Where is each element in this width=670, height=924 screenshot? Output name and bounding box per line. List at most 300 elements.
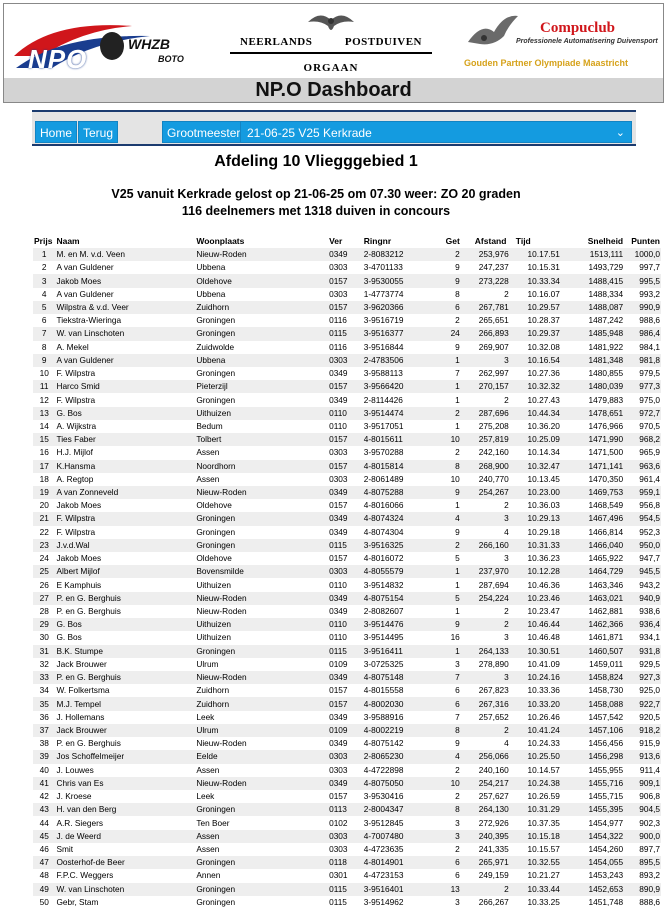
cell-naam: B.K. Stumpe xyxy=(55,645,195,658)
table-row[interactable] xyxy=(33,684,661,697)
cell-naam: J. de Weerd xyxy=(55,830,195,843)
cell-ver: 0110 xyxy=(328,407,363,420)
table-row[interactable] xyxy=(33,327,661,340)
cell-prijs: 6 xyxy=(41,315,47,326)
cell-woonplaats: Groningen xyxy=(196,368,236,379)
cell-snelheid: 1465,922 xyxy=(588,553,624,564)
cell-woonplaats: Zuidhorn xyxy=(195,301,328,314)
cell-woonplaats: Eelde xyxy=(195,750,328,763)
column-header-punten[interactable]: Punten xyxy=(631,236,660,246)
cell-ver: 0115 xyxy=(329,896,347,907)
cell-prijs: 15 xyxy=(33,433,55,446)
table-row[interactable] xyxy=(33,737,661,750)
table-row[interactable] xyxy=(33,843,661,856)
column-header-snelheid[interactable]: Snelheid xyxy=(587,236,624,246)
cell-prijs: 35 xyxy=(33,697,55,710)
cell-ringnr: 3-9516401 xyxy=(363,883,437,896)
table-row[interactable] xyxy=(33,764,661,777)
table-row[interactable] xyxy=(33,367,661,380)
cell-snelheid: 1453,243 xyxy=(588,870,624,881)
cell-ver: 0349 xyxy=(328,512,363,525)
cell-get: 1 xyxy=(436,645,461,658)
logo-band xyxy=(4,4,663,78)
cell-afstand: 3 xyxy=(504,553,509,564)
cell-snelheid: 1481,348 xyxy=(561,354,624,367)
cell-get: 2 xyxy=(436,407,461,420)
table-row[interactable] xyxy=(33,671,661,684)
cell-ver: 0110 xyxy=(329,632,347,643)
cell-ver: 0349 xyxy=(328,486,363,499)
orgaan-line1 xyxy=(226,36,436,48)
cell-woonplaats: Zuidhorn xyxy=(195,697,328,710)
cell-woonplaats: Ubbena xyxy=(196,288,226,299)
cell-punten: 888,6 xyxy=(639,896,660,907)
cell-get: 4 xyxy=(436,750,461,763)
cell-ringnr: 3-9514476 xyxy=(363,618,437,631)
cell-prijs: 47 xyxy=(33,856,55,869)
cell-punten: 975,0 xyxy=(639,394,660,405)
cell-punten: 970,5 xyxy=(639,420,660,431)
cell-afstand: 3 xyxy=(461,354,510,367)
cell-get: 8 xyxy=(436,724,461,737)
cell-naam: W. van Linschoten xyxy=(55,327,195,340)
cell-snelheid: 1487,242 xyxy=(588,315,624,326)
cell-woonplaats: Assen xyxy=(195,830,328,843)
cell-punten: 895,5 xyxy=(624,856,661,869)
cell-naam: Smit xyxy=(56,843,74,854)
cell-punten: 918,2 xyxy=(624,724,661,737)
cell-afstand: 237,970 xyxy=(461,565,510,578)
column-header-naam[interactable]: Naam xyxy=(56,236,80,246)
cell-naam: A van Guldener xyxy=(56,262,114,273)
cell-get: 1 xyxy=(455,394,460,405)
cell-naam: Jakob Moes xyxy=(56,553,102,564)
race-select[interactable] xyxy=(240,121,632,143)
cell-afstand: 270,157 xyxy=(461,380,510,393)
cell-tijd: 10.31.29 xyxy=(510,803,561,816)
cell-ver: 0157 xyxy=(328,274,363,287)
cell-ver: 0349 xyxy=(329,368,348,379)
site-header xyxy=(3,3,664,103)
cell-tijd: 10.15.31 xyxy=(527,262,560,273)
cell-punten: 906,8 xyxy=(639,791,660,802)
cell-tijd: 10.36.23 xyxy=(527,553,560,564)
cell-tijd: 10.13.45 xyxy=(527,473,560,484)
cell-ringnr: 3-9570288 xyxy=(363,447,404,458)
cell-punten: 922,7 xyxy=(624,697,661,710)
cell-get: 7 xyxy=(436,671,461,684)
cell-prijs: 3 xyxy=(33,274,55,287)
cell-prijs: 12 xyxy=(39,394,49,405)
cell-ringnr: 3-9514495 xyxy=(363,632,404,643)
cell-naam: A van Zonneveld xyxy=(55,486,195,499)
cell-prijs: 20 xyxy=(39,500,49,511)
cell-ringnr: 3-9588113 xyxy=(363,368,403,379)
cell-punten: 893,2 xyxy=(639,870,660,881)
cell-tijd: 10.46.48 xyxy=(527,632,560,643)
table-row[interactable] xyxy=(33,869,661,882)
cell-punten: 934,1 xyxy=(639,632,660,643)
cell-afstand: 262,997 xyxy=(478,368,509,379)
cell-naam: F. Wilpstra xyxy=(56,526,96,537)
cell-ver: 0303 xyxy=(329,447,348,458)
cell-get: 7 xyxy=(455,368,460,379)
cell-naam: F. Wilpstra xyxy=(56,394,96,405)
cell-ringnr: 3-9517051 xyxy=(363,420,404,431)
orgaan-line2: ORGAAN xyxy=(303,62,359,74)
cell-get: 13 xyxy=(436,883,461,896)
cell-snelheid: 1467,496 xyxy=(561,512,624,525)
cell-punten: 890,9 xyxy=(624,883,661,896)
cell-ringnr: 3-9514474 xyxy=(363,407,437,420)
cell-snelheid: 1476,966 xyxy=(588,420,624,431)
cell-snelheid: 1455,716 xyxy=(561,777,624,790)
cell-get: 2 xyxy=(455,843,460,854)
cell-punten: 943,2 xyxy=(639,579,660,590)
cell-snelheid: 1458,824 xyxy=(561,671,624,684)
table-row[interactable] xyxy=(33,578,661,591)
cell-ver: 0303 xyxy=(328,565,363,578)
table-row[interactable] xyxy=(33,261,661,274)
cell-tijd: 10.30.51 xyxy=(510,645,561,658)
cell-afstand: 257,627 xyxy=(478,791,509,802)
cell-prijs: 40 xyxy=(39,764,49,775)
cell-afstand: 3 xyxy=(461,512,510,525)
cell-get: 2 xyxy=(436,539,461,552)
table-row[interactable] xyxy=(33,460,661,473)
table-row[interactable] xyxy=(33,354,661,367)
cell-tijd: 10.12.28 xyxy=(510,565,561,578)
cell-ringnr: 4-8016072 xyxy=(363,553,404,564)
table-row[interactable] xyxy=(33,816,661,829)
cell-afstand: 254,217 xyxy=(461,777,510,790)
results-table-body xyxy=(33,248,661,909)
cell-naam: A van Guldener xyxy=(56,288,114,299)
cell-punten: 965,9 xyxy=(639,447,660,458)
cell-punten: 952,3 xyxy=(639,526,660,537)
cell-snelheid: 1454,260 xyxy=(588,843,624,854)
cell-snelheid: 1461,871 xyxy=(588,632,624,643)
cell-afstand: 4 xyxy=(504,526,509,537)
column-header-ver[interactable]: Ver xyxy=(329,236,343,246)
cell-afstand: 257,819 xyxy=(461,433,510,446)
cell-get: 2 xyxy=(455,315,460,326)
cell-afstand: 275,208 xyxy=(478,420,509,431)
cell-tijd: 10.25.50 xyxy=(510,750,561,763)
cell-get: 2 xyxy=(436,248,461,261)
column-header-ringnr[interactable]: Ringnr xyxy=(363,236,392,246)
cell-woonplaats: Groningen xyxy=(195,856,328,869)
cell-naam: G. Bos xyxy=(55,407,195,420)
cell-tijd: 10.32.47 xyxy=(510,460,561,473)
cell-ringnr: 3-9566420 xyxy=(363,380,437,393)
cell-afstand: 267,316 xyxy=(461,697,510,710)
table-row[interactable] xyxy=(33,658,661,671)
cell-prijs: 43 xyxy=(33,803,55,816)
cell-ringnr: 3-9620366 xyxy=(363,301,437,314)
cell-woonplaats: Nieuw-Roden xyxy=(195,777,328,790)
cell-ringnr: 4-7007480 xyxy=(363,830,437,843)
column-header-afstand[interactable]: Afstand xyxy=(474,236,507,246)
cell-punten: 961,4 xyxy=(639,473,660,484)
cell-naam: A van Guldener xyxy=(55,354,195,367)
cell-get: 9 xyxy=(455,262,460,273)
cell-tijd: 10.24.16 xyxy=(510,671,561,684)
compuclub-partner: Gouden Partner Olympiade Maastricht xyxy=(464,58,629,68)
cell-naam: H. van den Berg xyxy=(55,803,195,816)
cell-prijs: 9 xyxy=(33,354,55,367)
cell-snelheid: 1485,948 xyxy=(561,327,624,340)
race-info-line1: V25 vanuit Kerkrade gelost op 21-06-25 om 07.30 weer: ZO 20 graden xyxy=(111,187,521,201)
cell-ringnr: 3-9516719 xyxy=(363,315,404,326)
cell-woonplaats: Uithuizen xyxy=(195,407,328,420)
cell-snelheid: 1455,955 xyxy=(588,764,624,775)
table-row[interactable] xyxy=(33,341,661,354)
cell-get: 6 xyxy=(436,697,461,710)
cell-ver: 0109 xyxy=(329,658,348,669)
compuclub-logo[interactable] xyxy=(460,8,660,72)
cell-tijd: 10.32.32 xyxy=(510,380,561,393)
cell-prijs: 37 xyxy=(33,724,55,737)
cell-get: 16 xyxy=(450,632,460,643)
cell-afstand: 257,652 xyxy=(478,711,509,722)
cell-naam: J. Kroese xyxy=(56,791,92,802)
cell-naam: Jakob Moes xyxy=(56,500,102,511)
table-row[interactable] xyxy=(33,526,661,539)
cell-tijd: 10.44.34 xyxy=(510,407,561,420)
table-row[interactable] xyxy=(33,856,661,869)
cell-naam: Ties Faber xyxy=(55,433,195,446)
cell-afstand: 256,066 xyxy=(461,750,510,763)
cell-snelheid: 1454,055 xyxy=(561,856,624,869)
cell-afstand: 2 xyxy=(504,288,509,299)
cell-ringnr: 3-9516411 xyxy=(363,645,437,658)
cell-afstand: 2 xyxy=(461,618,510,631)
table-row[interactable] xyxy=(33,605,661,618)
cell-ver: 0301 xyxy=(329,870,348,881)
cell-woonplaats: Groningen xyxy=(195,539,328,552)
table-row[interactable] xyxy=(33,724,661,737)
cell-afstand: 268,900 xyxy=(461,460,510,473)
table-row[interactable] xyxy=(33,711,661,724)
cell-snelheid: 1456,298 xyxy=(561,750,624,763)
cell-get: 4 xyxy=(436,512,461,525)
table-row[interactable] xyxy=(33,473,661,486)
cell-woonplaats: Assen xyxy=(196,447,220,458)
cell-tijd: 10.27.43 xyxy=(527,394,560,405)
column-header-tijd[interactable]: Tijd xyxy=(515,236,531,246)
cell-snelheid: 1513,111 xyxy=(561,248,624,261)
cell-ringnr: 4-8015558 xyxy=(363,685,404,696)
table-row[interactable] xyxy=(33,896,661,909)
cell-woonplaats: Assen xyxy=(196,473,220,484)
cell-snelheid: 1488,087 xyxy=(561,301,624,314)
cell-woonplaats: Ulrum xyxy=(195,724,328,737)
grootmeester-button[interactable]: Grootmeester xyxy=(162,121,245,143)
cell-ver: 0349 xyxy=(328,671,363,684)
cell-woonplaats: Leek xyxy=(196,711,215,722)
cell-get: 2 xyxy=(455,764,460,775)
cell-ver: 0349 xyxy=(328,248,363,261)
cell-afstand: 264,133 xyxy=(461,645,510,658)
cell-afstand: 253,976 xyxy=(461,248,510,261)
table-row[interactable] xyxy=(33,407,661,420)
back-button[interactable]: Terug xyxy=(78,121,118,143)
cell-get: 1 xyxy=(455,420,460,431)
column-header-get[interactable]: Get xyxy=(445,236,460,246)
cell-woonplaats: Annen xyxy=(196,870,221,881)
cell-afstand: 240,770 xyxy=(478,473,509,484)
table-row[interactable] xyxy=(33,393,661,406)
cell-ver: 0115 xyxy=(328,539,363,552)
npo-logo[interactable] xyxy=(10,8,200,72)
cell-afstand: 240,160 xyxy=(478,764,509,775)
cell-punten: 931,8 xyxy=(624,645,661,658)
table-row[interactable] xyxy=(33,446,661,459)
cell-tijd: 10.46.36 xyxy=(527,579,560,590)
cell-prijs: 21 xyxy=(33,512,55,525)
table-row[interactable] xyxy=(33,750,661,763)
table-row[interactable] xyxy=(33,512,661,525)
table-row[interactable] xyxy=(33,248,661,261)
cell-prijs: 23 xyxy=(33,539,55,552)
cell-snelheid: 1471,141 xyxy=(561,460,624,473)
postduiven-orgaan-logo[interactable] xyxy=(226,8,436,72)
cell-tijd: 10.36.03 xyxy=(527,500,560,511)
nav-bar xyxy=(32,110,636,146)
cell-ver: 0116 xyxy=(329,315,347,326)
cell-ver: 0157 xyxy=(328,380,363,393)
cell-punten: 927,3 xyxy=(624,671,661,684)
cell-woonplaats: Uithuizen xyxy=(196,632,231,643)
cell-punten: 900,0 xyxy=(624,830,661,843)
cell-woonplaats: Zuidwolde xyxy=(196,341,235,352)
table-row[interactable] xyxy=(33,539,661,552)
cell-prijs: 25 xyxy=(33,565,55,578)
cell-prijs: 46 xyxy=(39,843,49,854)
cell-naam: Albert Mijlof xyxy=(55,565,195,578)
table-row[interactable] xyxy=(33,777,661,790)
cell-get: 8 xyxy=(455,288,460,299)
cell-afstand: 249,159 xyxy=(478,870,509,881)
table-row[interactable] xyxy=(33,314,661,327)
cell-naam: Gebr, Stam xyxy=(56,896,99,907)
cell-punten: 963,6 xyxy=(624,460,661,473)
table-row[interactable] xyxy=(33,790,661,803)
table-row[interactable] xyxy=(33,803,661,816)
cell-ringnr: 4-8002219 xyxy=(363,724,437,737)
cell-woonplaats: Assen xyxy=(196,843,220,854)
cell-tijd: 10.15.18 xyxy=(510,830,561,843)
cell-get: 3 xyxy=(436,830,461,843)
cell-prijs: 5 xyxy=(33,301,55,314)
cell-snelheid: 1463,346 xyxy=(588,579,624,590)
table-row[interactable] xyxy=(33,618,661,631)
table-row[interactable] xyxy=(33,486,661,499)
cell-snelheid: 1454,977 xyxy=(588,817,624,828)
cell-naam: F. Wilpstra xyxy=(55,512,195,525)
cell-get: 24 xyxy=(436,327,461,340)
cell-naam: J. Louwes xyxy=(56,764,94,775)
cell-prijs: 44 xyxy=(39,817,49,828)
compuclub-tagline: Professionele Automatisering Duivensport xyxy=(516,38,658,45)
cell-snelheid: 1470,350 xyxy=(588,473,624,484)
cell-snelheid: 1481,922 xyxy=(588,341,624,352)
table-row[interactable] xyxy=(33,499,661,512)
table-row[interactable] xyxy=(33,420,661,433)
cell-get: 2 xyxy=(455,447,460,458)
cell-ringnr: 4-8055579 xyxy=(363,565,437,578)
cell-ver: 0157 xyxy=(328,697,363,710)
cell-woonplaats: Groningen xyxy=(196,394,236,405)
cell-snelheid: 1462,881 xyxy=(588,606,624,617)
home-button[interactable]: Home xyxy=(35,121,77,143)
cell-ver: 0349 xyxy=(329,738,348,749)
cell-prijs: 32 xyxy=(39,658,49,669)
cell-woonplaats: Assen xyxy=(196,764,220,775)
cell-ver: 0303 xyxy=(329,764,348,775)
cell-tijd: 10.23.46 xyxy=(510,592,561,605)
cell-ringnr: 4-8002030 xyxy=(363,697,437,710)
cell-punten: 954,5 xyxy=(624,512,661,525)
cell-tijd: 10.29.18 xyxy=(527,526,560,537)
cell-ringnr: 4-4722898 xyxy=(363,764,404,775)
cell-prijs: 13 xyxy=(33,407,55,420)
cell-ringnr: 3-4701133 xyxy=(363,262,403,273)
whzb-logo-text: WHZB xyxy=(128,36,170,52)
cell-tijd: 10.24.38 xyxy=(510,777,561,790)
table-row[interactable] xyxy=(33,274,661,287)
cell-ringnr: 2-8004347 xyxy=(363,803,437,816)
table-row[interactable] xyxy=(33,433,661,446)
column-header-prijs[interactable]: Prijs xyxy=(34,236,53,246)
table-row[interactable] xyxy=(33,552,661,565)
cell-ver: 0349 xyxy=(329,526,348,537)
table-row[interactable] xyxy=(33,883,661,896)
cell-woonplaats: Ulrum xyxy=(196,658,219,669)
cell-afstand: 278,890 xyxy=(478,658,509,669)
table-row[interactable] xyxy=(33,830,661,843)
table-row[interactable] xyxy=(33,288,661,301)
table-row[interactable] xyxy=(33,565,661,578)
table-row[interactable] xyxy=(33,301,661,314)
cell-ringnr: 2-8065230 xyxy=(363,750,437,763)
cell-ringnr: 4-8075288 xyxy=(363,486,437,499)
cell-punten: 988,6 xyxy=(639,315,660,326)
cell-tijd: 10.16.54 xyxy=(510,354,561,367)
cell-prijs: 1 xyxy=(33,248,55,261)
cell-get: 7 xyxy=(455,711,460,722)
table-row[interactable] xyxy=(33,592,661,605)
cell-ver: 0115 xyxy=(328,645,363,658)
cell-ver: 0157 xyxy=(329,791,348,802)
cell-get: 8 xyxy=(436,803,461,816)
cell-ver: 0157 xyxy=(328,433,363,446)
table-row[interactable] xyxy=(33,697,661,710)
cell-prijs: 22 xyxy=(39,526,49,537)
cell-prijs: 29 xyxy=(33,618,55,631)
cell-punten: 940,9 xyxy=(624,592,661,605)
table-row[interactable] xyxy=(33,380,661,393)
cell-ringnr: 3-9514962 xyxy=(363,896,404,907)
column-header-woonplaats[interactable]: Woonplaats xyxy=(196,236,245,246)
cell-afstand: 266,893 xyxy=(461,327,510,340)
cell-woonplaats: Groningen xyxy=(195,645,328,658)
cell-ver: 0157 xyxy=(328,301,363,314)
table-row[interactable] xyxy=(33,645,661,658)
table-row[interactable] xyxy=(33,631,661,644)
cell-ver: 0349 xyxy=(328,777,363,790)
